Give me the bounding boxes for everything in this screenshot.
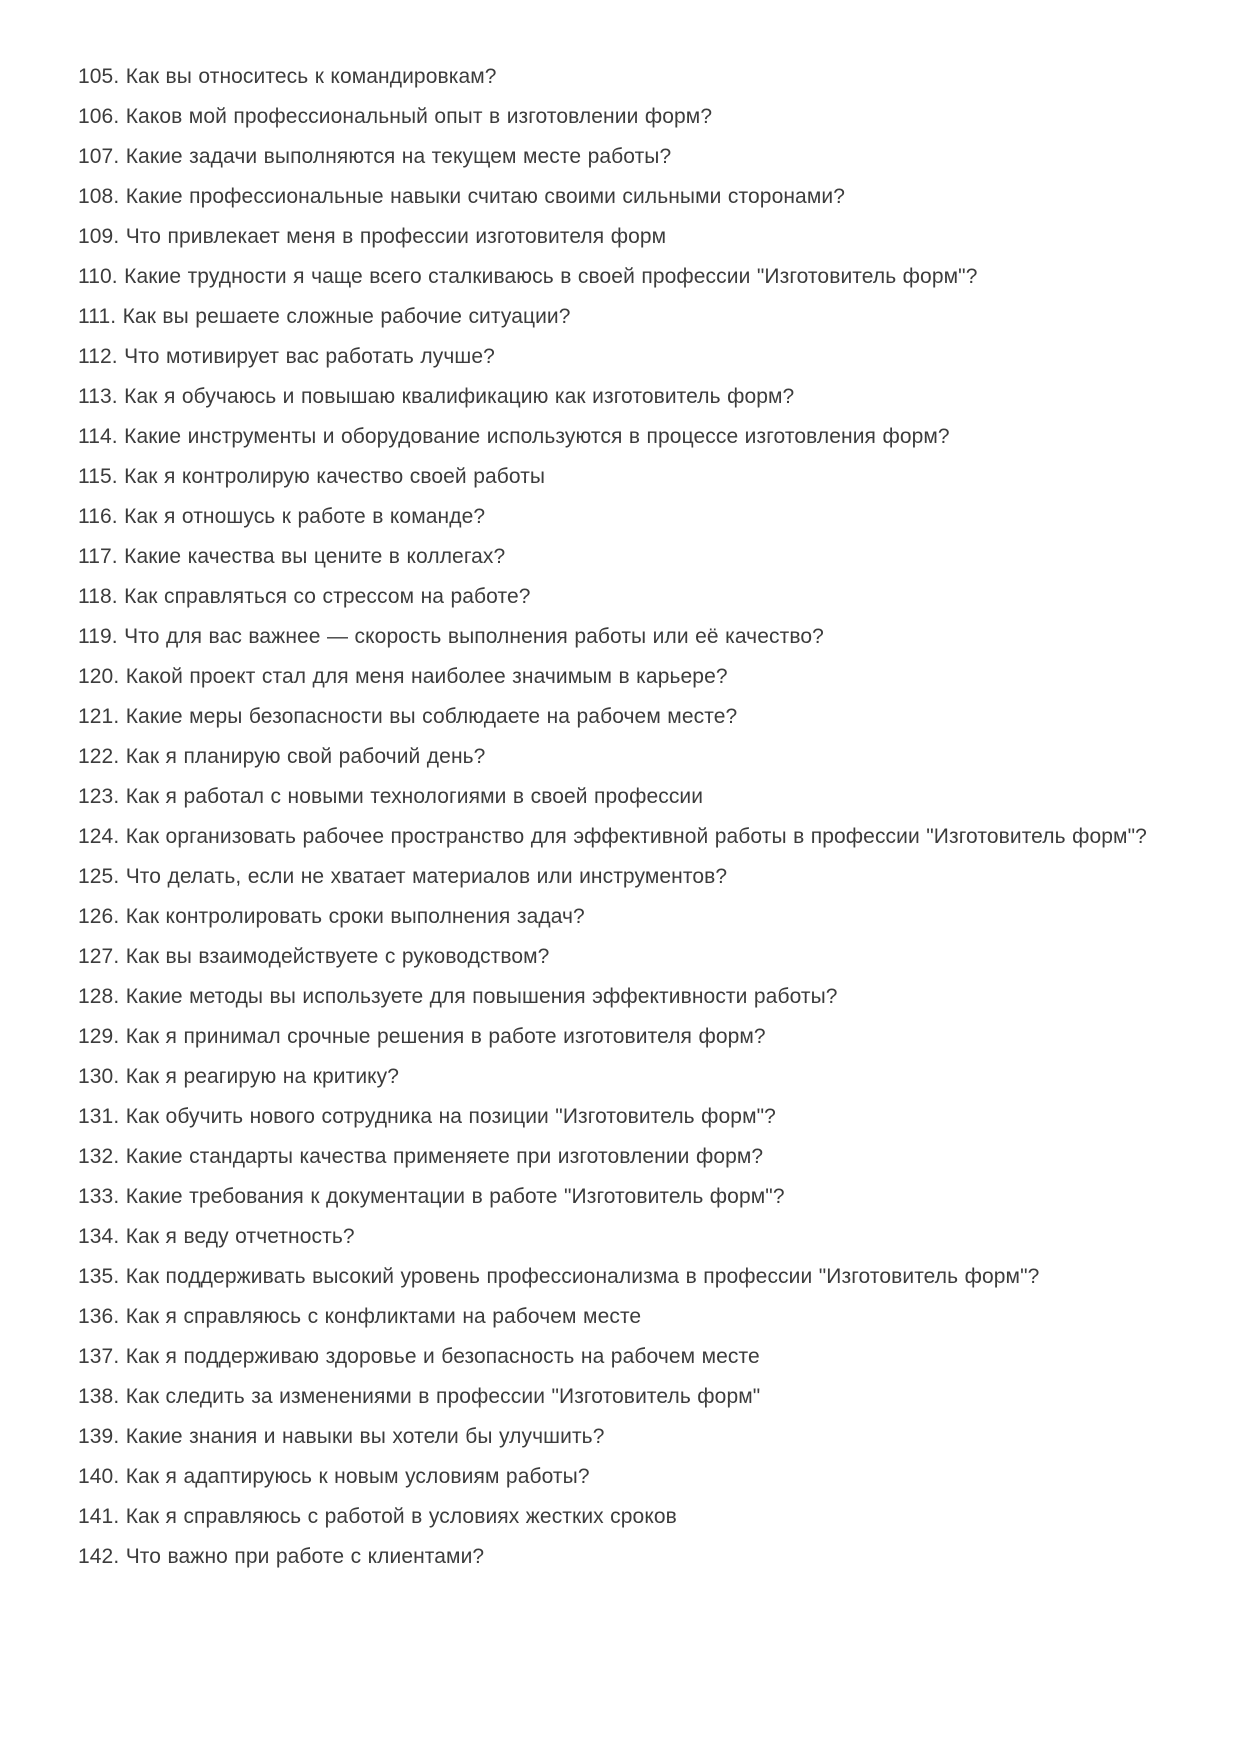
- question-item: 123. Как я работал с новыми технологиями в своей профессии: [78, 785, 704, 808]
- question-item: 133. Какие требования к документации в работе "Изготовитель форм"?: [78, 1185, 785, 1208]
- question-item: 110. Какие трудности я чаще всего сталкиваюсь в своей профессии "Изготовитель форм"?: [78, 265, 978, 288]
- question-item: 135. Как поддерживать высокий уровень профессионализма в профессии "Изготовитель форм"?: [78, 1265, 1040, 1288]
- question-item: 109. Что привлекает меня в профессии изготовителя форм: [78, 225, 667, 248]
- question-item: 113. Как я обучаюсь и повышаю квалификацию как изготовитель форм?: [78, 385, 795, 408]
- question-item: 107. Какие задачи выполняются на текущем месте работы?: [78, 145, 672, 168]
- question-item: 141. Как я справляюсь с работой в условиях жестких сроков: [78, 1505, 677, 1528]
- question-item: 111. Как вы решаете сложные рабочие ситуации?: [78, 305, 571, 328]
- question-item: 106. Каков мой профессиональный опыт в изготовлении форм?: [78, 105, 713, 128]
- question-item: 137. Как я поддерживаю здоровье и безопасность на рабочем месте: [78, 1345, 760, 1368]
- question-item: 130. Как я реагирую на критику?: [78, 1065, 400, 1088]
- question-item: 114. Какие инструменты и оборудование используются в процессе изготовления форм?: [78, 425, 950, 448]
- question-item: 128. Какие методы вы используете для повышения эффективности работы?: [78, 985, 838, 1008]
- question-item: 115. Как я контролирую качество своей работы: [78, 465, 546, 488]
- question-item: 142. Что важно при работе с клиентами?: [78, 1545, 485, 1568]
- question-item: 108. Какие профессиональные навыки считаю своими сильными сторонами?: [78, 185, 845, 208]
- question-item: 105. Как вы относитесь к командировкам?: [78, 65, 497, 88]
- question-item: 136. Как я справляюсь с конфликтами на рабочем месте: [78, 1305, 642, 1328]
- question-item: 121. Какие меры безопасности вы соблюдаете на рабочем месте?: [78, 705, 738, 728]
- question-item: 122. Как я планирую свой рабочий день?: [78, 745, 486, 768]
- question-item: 124. Как организовать рабочее пространство для эффективной работы в профессии "Изготовитель форм"?: [78, 825, 1147, 848]
- question-item: 134. Как я веду отчетность?: [78, 1225, 355, 1248]
- question-item: 118. Как справляться со стрессом на работе?: [78, 585, 531, 608]
- question-item: 140. Как я адаптируюсь к новым условиям работы?: [78, 1465, 590, 1488]
- question-item: 119. Что для вас важнее — скорость выполнения работы или её качество?: [78, 625, 824, 648]
- question-item: 117. Какие качества вы цените в коллегах?: [78, 545, 506, 568]
- question-item: 126. Как контролировать сроки выполнения задач?: [78, 905, 585, 928]
- question-item: 129. Как я принимал срочные решения в работе изготовителя форм?: [78, 1025, 766, 1048]
- question-item: 139. Какие знания и навыки вы хотели бы улучшить?: [78, 1425, 605, 1448]
- question-item: 131. Как обучить нового сотрудника на позиции "Изготовитель форм"?: [78, 1105, 776, 1128]
- question-item: 125. Что делать, если не хватает материалов или инструментов?: [78, 865, 728, 888]
- question-item: 132. Какие стандарты качества применяете при изготовлении форм?: [78, 1145, 764, 1168]
- question-item: 112. Что мотивирует вас работать лучше?: [78, 345, 495, 368]
- question-item: 120. Какой проект стал для меня наиболее значимым в карьере?: [78, 665, 728, 688]
- question-item: 138. Как следить за изменениями в профессии "Изготовитель форм": [78, 1385, 761, 1408]
- question-item: 127. Как вы взаимодействуете с руководством?: [78, 945, 550, 968]
- question-list: [78, 57, 1167, 1577]
- question-item: 116. Как я отношусь к работе в команде?: [78, 505, 486, 528]
